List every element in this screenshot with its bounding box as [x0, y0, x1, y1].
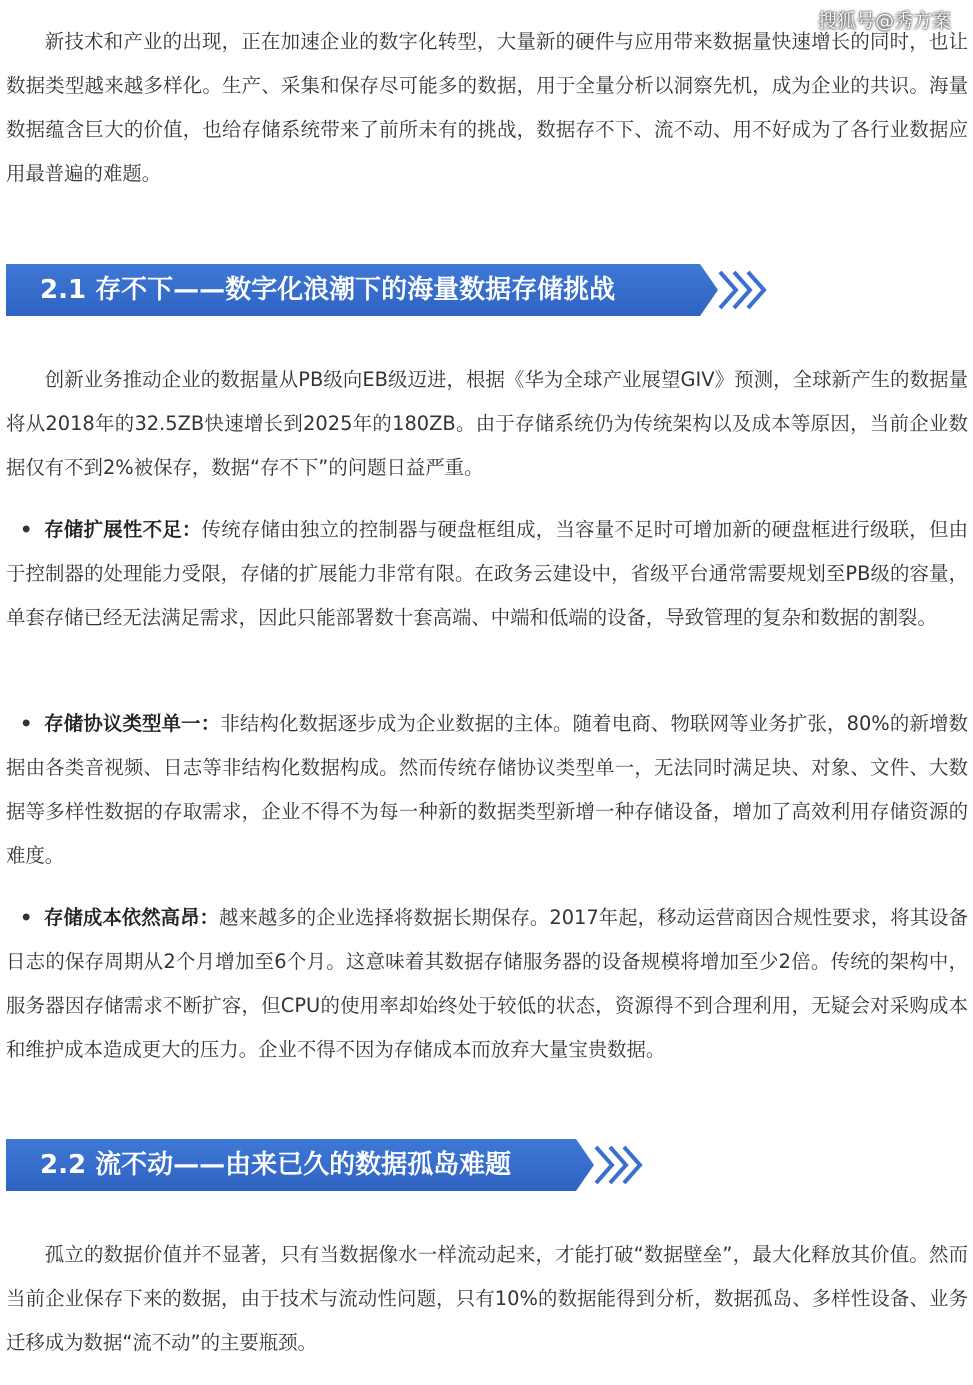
bullet-marker: •	[20, 906, 33, 929]
section-heading-2-1	[6, 264, 774, 316]
bullet-text: 传统存储由独立的控制器与硬盘框组成，当容量不足时可增加新的硬盘框进行级联，但由于控制器的处理能力受限，存储的扩展能力非常有限。在政务云建设中，省级平台通常需要规划至PB级的容量，单套存储已经无法满足需求，因此只能部署数十套高端、中端和低端的设备，导致管理的复杂和数据的割裂。	[6, 518, 968, 629]
section1-paragraph: 创新业务推动企业的数据量从PB级向EB级迈进，根据《华为全球产业展望GIV》预测，全球新产生的数据量将从2018年的32.5ZB快速增长到2025年的180ZB。由于存储系统仍为传统架构以及成本等原因，当前企业数据仅有不到2%被保存，数据“存不下”的问题日益严重。	[6, 368, 968, 479]
bullet-item	[6, 508, 968, 640]
bullet-item	[6, 896, 968, 1072]
bullet-term: 存储协议类型单一：	[44, 712, 221, 735]
watermark: 搜狐号@秀方案	[817, 10, 951, 32]
bullet-text: 越来越多的企业选择将数据长期保存。2017年起，移动运营商因合规性要求，将其设备日志的保存周期从2个月增加至6个月。这意味着其数据存储服务器的设备规模将增加至少2倍。传统的架构中，服务器因存储需求不断扩容，但CPU的使用率却始终处于较低的状态，资源得不到合理利用，无疑会对采购成本和维护成本造成更大的压力。企业不得不因为存储成本而放弃大量宝贵数据。	[6, 906, 968, 1061]
triple-chevron-right-icon	[590, 1139, 650, 1191]
bullet-term: 存储成本依然高昂：	[44, 906, 219, 929]
bullet-term: 存储扩展性不足：	[44, 518, 202, 541]
bullet-marker: •	[20, 712, 33, 735]
bullet-item	[6, 702, 968, 878]
section-title: 2.1 存不下——数字化浪潮下的海量数据存储挑战	[40, 275, 616, 305]
bullet-text: 非结构化数据逐步成为企业数据的主体。随着电商、物联网等业务扩张，80%的新增数据由各类音视频、日志等非结构化数据构成。然而传统存储协议类型单一，无法同时满足块、对象、文件、大数据等多样性数据的存取需求，企业不得不为每一种新的数据类型新增一种存储设备，增加了高效利用存储资源的难度。	[6, 712, 968, 867]
section-heading-2-2	[6, 1139, 650, 1191]
intro-paragraph: 新技术和产业的出现，正在加速企业的数字化转型，大量新的硬件与应用带来数据量快速增长的同时，也让数据类型越来越多样化。生产、采集和保存尽可能多的数据，用于全量分析以洞察先机，成为企业的共识。海量数据蕴含巨大的价值，也给存储系统带来了前所未有的挑战，数据存不下、流不动、用不好成为了各行业数据应用最普遍的难题。	[6, 30, 968, 185]
bullet-marker: •	[20, 518, 33, 541]
section2-paragraph: 孤立的数据价值并不显著，只有当数据像水一样流动起来，才能打破“数据壁垒”，最大化释放其价值。然而当前企业保存下来的数据，由于技术与流动性问题，只有10%的数据能得到分析，数据孤岛、多样性设备、业务迁移成为数据“流不动”的主要瓶颈。	[6, 1243, 968, 1354]
section-title: 2.2 流不动——由来已久的数据孤岛难题	[40, 1150, 512, 1180]
triple-chevron-right-icon	[714, 264, 774, 316]
